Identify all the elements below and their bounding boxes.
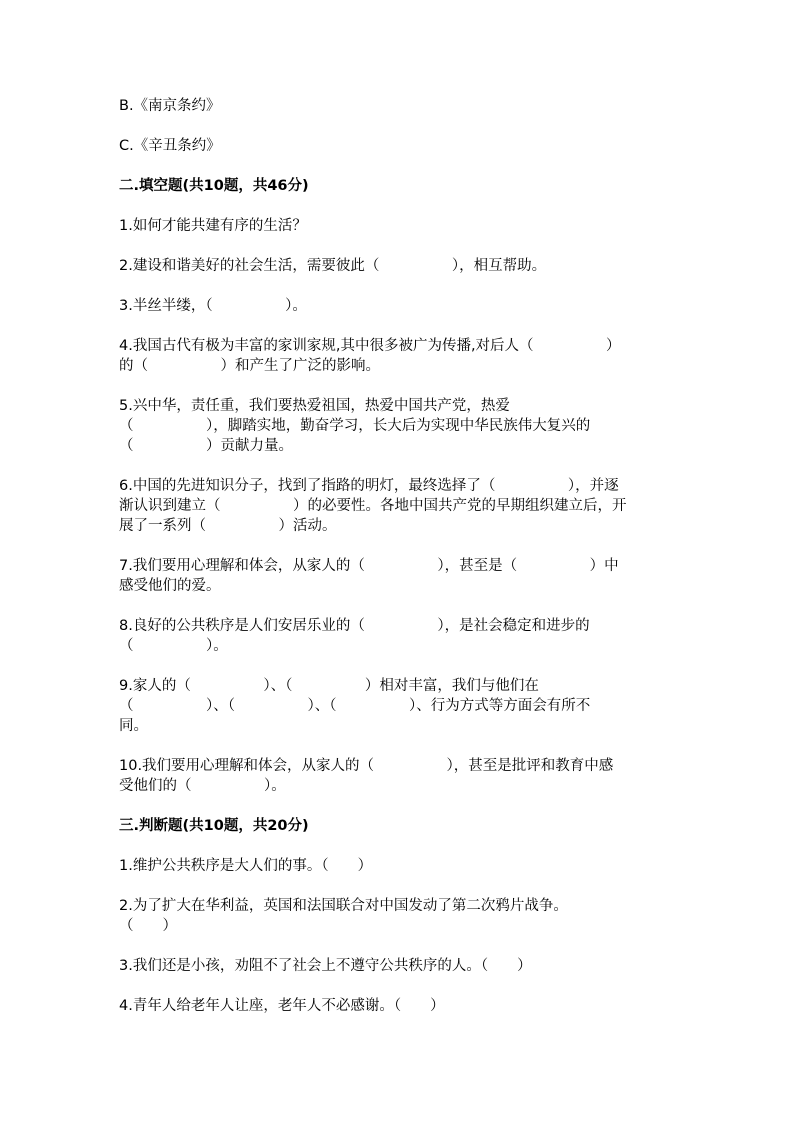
judge-question-2 (119, 896, 568, 936)
fill-question-8 (119, 616, 590, 656)
question-line: 4.我国古代有极为丰富的家训家规,其中很多被广为传播,对后人（ ） (119, 338, 621, 354)
question-line: 渐认识到建立（ ）的必要性。各地中国共产党的早期组织建立后，开 (119, 498, 627, 514)
fill-question-6 (119, 476, 627, 536)
section3-heading: 三.判断题(共10题，共20分) (119, 818, 309, 834)
question-line: 4.青年人给老年人让座，老年人不必感谢。（ ） (119, 998, 445, 1014)
question-line: 2.建设和谐美好的社会生活，需要彼此（ ），相互帮助。 (119, 258, 547, 274)
question-line: 2.为了扩大在华利益，英国和法国联合对中国发动了第二次鸦片战争。 (119, 898, 568, 914)
question-line: 6.中国的先进知识分子，找到了指路的明灯，最终选择了（ ），并逐 (119, 478, 619, 494)
judge-question-4 (119, 996, 445, 1016)
fill-question-2 (119, 256, 546, 276)
question-line: 受他们的（ ）。 (119, 778, 286, 794)
question-line: 感受他们的爱。 (119, 578, 221, 594)
fill-question-4 (119, 336, 621, 376)
question-line: （ ）、（ ）、（ ）、行为方式等方面会有所不 (119, 698, 591, 714)
question-line: 展了一系列（ ）活动。 (119, 518, 337, 534)
judge-question-3 (119, 956, 532, 976)
question-line: 5.兴中华，责任重，我们要热爱祖国，热爱中国共产党，热爱 (119, 398, 510, 414)
question-line: （ ），脚踏实地，勤奋学习，长大后为实现中华民族伟大复兴的 (119, 418, 591, 434)
fill-question-7 (119, 556, 619, 596)
question-line: 3.我们还是小孩，劝阻不了社会上不遵守公共秩序的人。（ ） (119, 958, 532, 974)
fill-question-10 (119, 756, 613, 796)
question-line: 9.家人的（ ）、（ ）相对丰富，我们与他们在 (119, 678, 539, 694)
question-line: 10.我们要用心理解和体会，从家人的（ ），甚至是批评和教育中感 (119, 758, 614, 774)
question-line: （ ）贡献力量。 (119, 438, 293, 454)
fill-question-1 (119, 216, 307, 236)
option-b: B.《南京条约》 (119, 98, 221, 114)
question-line: 3.半丝半缕，（ ）。 (119, 298, 307, 314)
section2-heading: 二.填空题(共10题，共46分) (119, 178, 309, 194)
option-c: C.《辛丑条约》 (119, 138, 221, 154)
question-line: 8.良好的公共秩序是人们安居乐业的（ ），是社会稳定和进步的 (119, 618, 590, 634)
question-line: 同。 (119, 718, 148, 734)
fill-question-5 (119, 396, 590, 456)
question-line: 1.维护公共秩序是大人们的事。（ ） (119, 858, 373, 874)
question-line: （ ） (119, 918, 177, 934)
question-line: 1.如何才能共建有序的生活？ (119, 218, 307, 234)
fill-question-9 (119, 676, 590, 736)
question-line: 7.我们要用心理解和体会，从家人的（ ），甚至是（ ）中 (119, 558, 619, 574)
question-line: （ ）。 (119, 638, 228, 654)
question-line: 的（ ）和产生了广泛的影响。 (119, 358, 380, 374)
fill-question-3 (119, 296, 307, 316)
judge-question-1 (119, 856, 372, 876)
